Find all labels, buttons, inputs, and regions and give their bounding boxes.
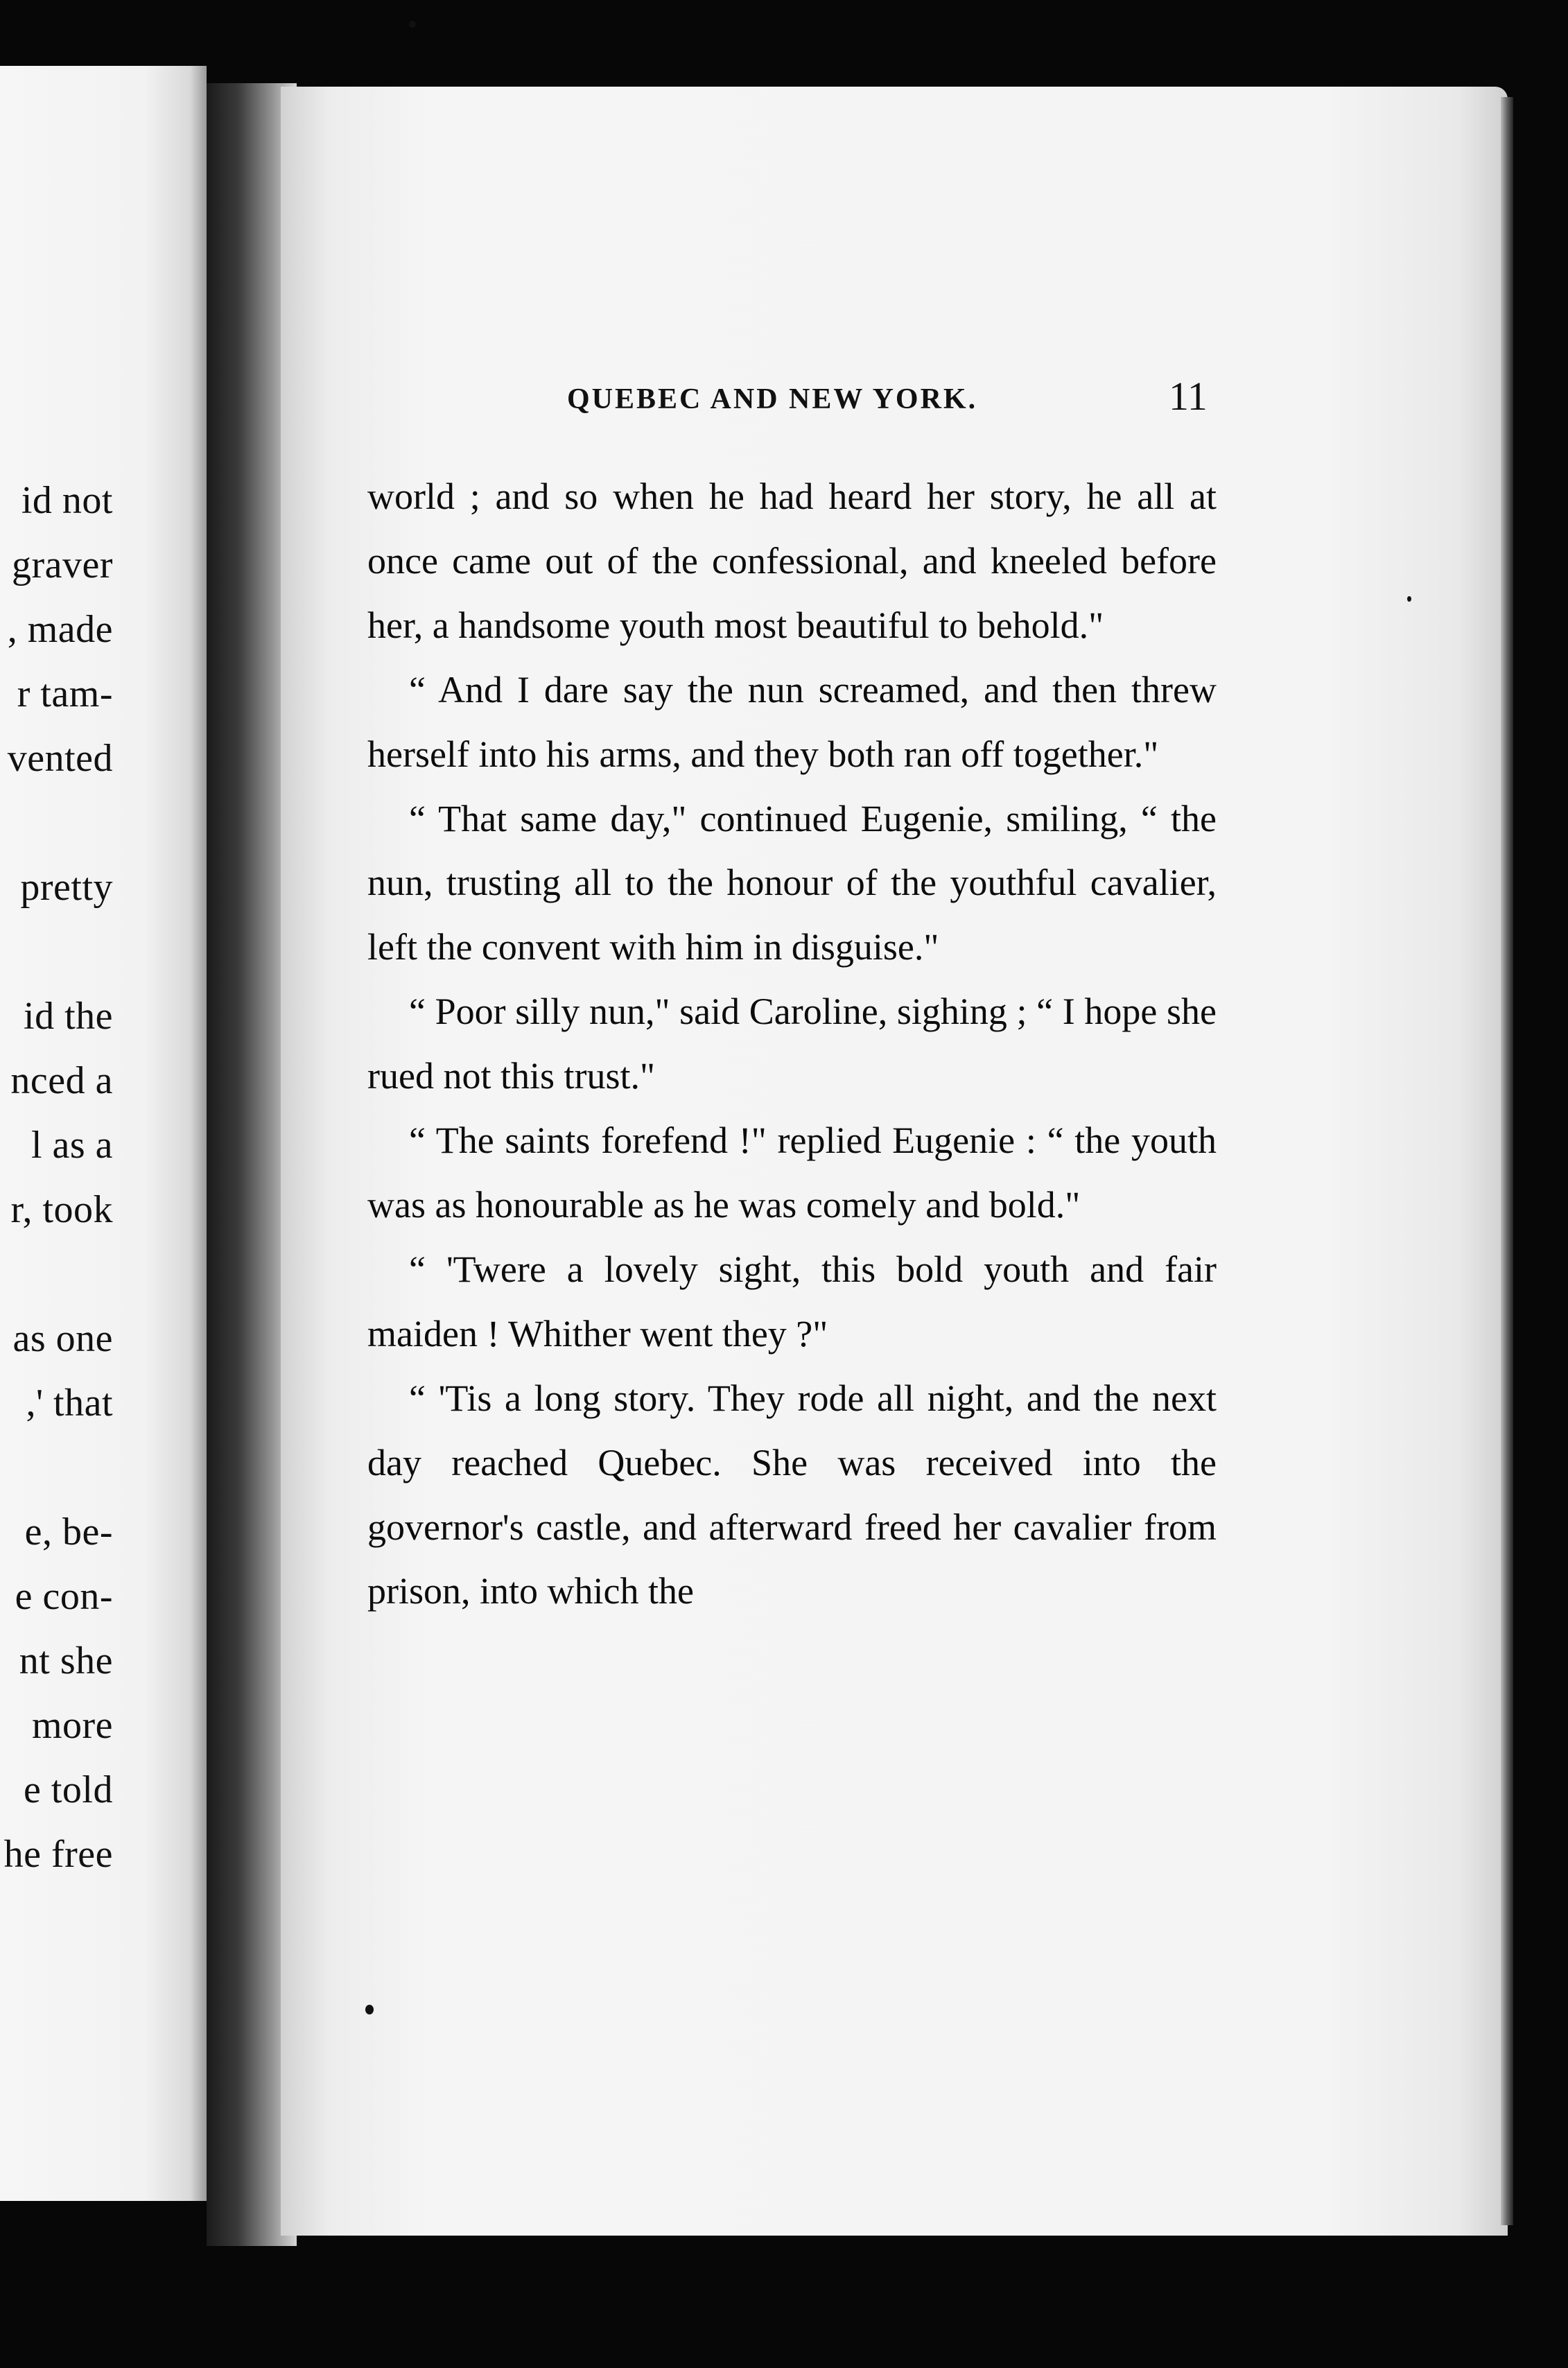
left-page-line: ,' that [26, 1382, 113, 1425]
paragraph-3: “ That same day," continued Eugenie, smiling, “ the nun, trusting all to the honour of the youthful cavalier, left the convent with him in disguise." [367, 797, 1217, 968]
running-head: QUEBEC AND NEW YORK. [567, 383, 978, 415]
paragraph-1: world ; and so when he had heard her story, he all at once came out of the confessional, and kneeled before her, a handsome youth most beautiful to behold." [367, 476, 1217, 646]
left-page-line: graver [11, 543, 113, 586]
paragraph-7: “ 'Tis a long story. They rode all night, and the next day reached Quebec. She was received into the governor's castle, and afterward freed her cavalier from prison, into which the [367, 1377, 1217, 1612]
left-page-line: id the [24, 995, 113, 1038]
ink-speck [1407, 596, 1411, 602]
paragraph-2: “ And I dare say the nun screamed, and then threw herself into his arms, and they both ran off together." [367, 668, 1217, 775]
paragraph-4: “ Poor silly nun," said Caroline, sighing ; “ I hope she rued not this trust." [367, 991, 1217, 1097]
left-page-line: pretty [20, 866, 113, 909]
left-page-line: id not [21, 479, 113, 522]
left-page-line: e told [24, 1768, 113, 1811]
page-number: 11 [1169, 374, 1208, 419]
page-edge [1501, 97, 1513, 2225]
body-text [367, 464, 1217, 1623]
left-page-line: r, took [10, 1188, 113, 1231]
left-page-line: l as a [31, 1124, 113, 1167]
paragraph-5: “ The saints forefend !" replied Eugenie : “ the youth was as honourable as he was comely and bold." [367, 1120, 1217, 1226]
left-page-line: e, be- [24, 1511, 113, 1553]
left-page-line: nt she [19, 1639, 113, 1682]
left-page-line: vented [7, 737, 113, 780]
left-page-line: e con- [15, 1575, 113, 1618]
left-page-line: r tam- [17, 672, 113, 715]
left-page-line: nced a [10, 1059, 113, 1102]
previous-page-fragment [0, 66, 207, 2201]
ink-speck [409, 21, 416, 28]
left-page-line: more [31, 1704, 113, 1747]
left-page-line: he free [3, 1833, 113, 1876]
left-page-line: as one [12, 1317, 113, 1360]
paragraph-6: “ 'Twere a lovely sight, this bold youth and fair maiden ! Whither went they ?" [367, 1248, 1217, 1355]
ink-speck [365, 2005, 374, 2014]
left-page-line: , made [7, 608, 113, 651]
